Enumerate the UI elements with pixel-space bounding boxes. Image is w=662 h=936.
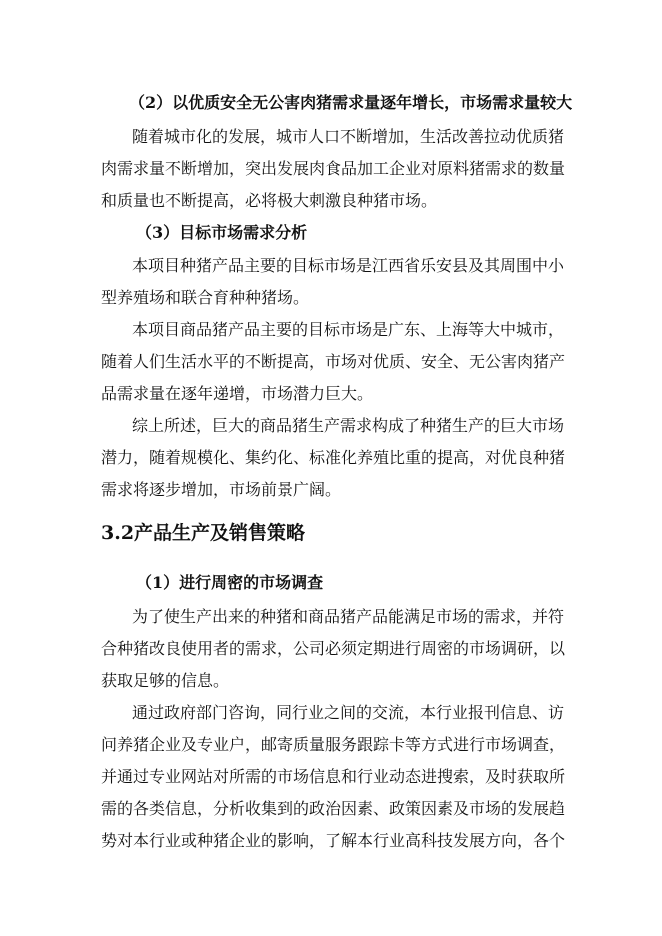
paragraph-5-line-1: 为了使生产出来的种猪和商品猪产品能满足市场的需求，并符 (132, 607, 565, 626)
subheading-2: （2）以优质安全无公害肉猪需求量逐年增长，市场需求量较大 (129, 93, 573, 112)
paragraph-2-line-1: 本项目种猪产品主要的目标市场是江西省乐安县及其周围中小 (132, 256, 565, 275)
paragraph-4-line-2: 潜力，随着规模化、集约化、标准化养殖比重的提高，对优良种猪 (101, 448, 566, 467)
paragraph-4-line-1: 综上所述，巨大的商品猪生产需求构成了种猪生产的巨大市场 (132, 416, 565, 435)
paragraph-4-line-3: 需求将逐步增加，市场前景广阔。 (101, 480, 342, 499)
paragraph-2-line-2: 型养殖场和联合育种种猪场。 (101, 288, 310, 307)
paragraph-5-line-2: 合种猪改良使用者的需求，公司必须定期进行周密的市场调研，以 (101, 639, 566, 658)
paragraph-1-line-2: 肉需求量不断增加，突出发展肉食品加工企业对原料猪需求的数量 (101, 159, 566, 178)
paragraph-6-line-3: 并通过专业网站对所需的市场信息和行业动态进搜索，及时获取所 (101, 767, 566, 786)
section-title: 3.2产品生产及销售策略 (101, 522, 306, 544)
paragraph-6-line-1: 通过政府部门咨询，同行业之间的交流，本行业报刊信息、访 (132, 703, 565, 722)
paragraph-1-line-3: 和质量也不断提高，必将极大刺激良种猪市场。 (101, 191, 438, 210)
paragraph-3-line-1: 本项目商品猪产品主要的目标市场是广东、上海等大中城市， (132, 320, 565, 339)
paragraph-6-line-4: 需的各类信息，分析收集到的政治因素、政策因素及市场的发展趋 (101, 799, 566, 818)
paragraph-3-line-2: 随着人们生活水平的不断提高，市场对优质、安全、无公害肉猪产 (101, 352, 566, 371)
paragraph-5-line-3: 获取足够的信息。 (101, 671, 230, 690)
subheading-3: （3）目标市场需求分析 (136, 223, 308, 242)
paragraph-6-line-2: 问养猪企业及专业户，邮寄质量服务跟踪卡等方式进行市场调查， (101, 735, 566, 754)
paragraph-6-line-5: 势对本行业或种猪企业的影响，了解本行业高科技发展方向，各个 (101, 831, 566, 850)
subheading-1: （1）进行周密的市场调查 (136, 573, 324, 592)
paragraph-1-line-1: 随着城市化的发展，城市人口不断增加，生活改善拉动优质猪 (132, 127, 565, 146)
paragraph-3-line-3: 品需求量在逐年递增，市场潜力巨大。 (101, 384, 374, 403)
